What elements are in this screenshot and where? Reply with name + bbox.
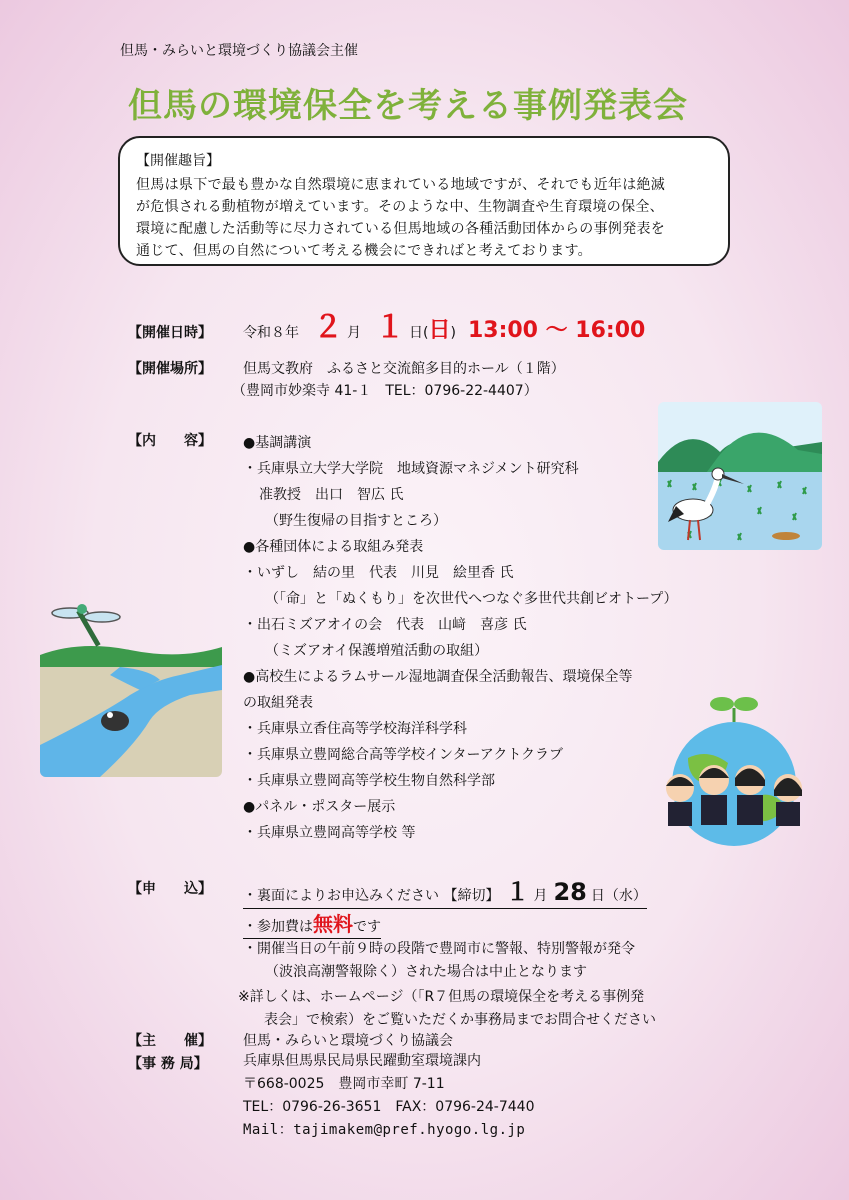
fee-text-b: です xyxy=(353,919,381,935)
purpose-heading: 【開催趣旨】 xyxy=(136,153,220,169)
warning-line: （波浪高潮警報除く）された場合は中止となります xyxy=(265,964,587,980)
office-postal: 〒668-0025 豊岡市幸町 7-11 xyxy=(243,1076,445,1092)
deadline-day: 28 xyxy=(553,878,587,906)
office-info xyxy=(243,1050,534,1142)
apply-deadline-row xyxy=(243,872,647,909)
list-item: ・兵庫県立豊岡総合高等学校インターアクトクラブ xyxy=(243,747,564,763)
date-paren-open: ( xyxy=(423,325,429,341)
fee-text-a: ・参加費は xyxy=(243,919,313,935)
purpose-line: 通じて、但馬の自然について考える機会にできればと考えております。 xyxy=(136,243,592,259)
fee-row xyxy=(243,908,381,939)
list-item: ・いずし 結の里 代表 川見 絵里香 氏 xyxy=(243,565,514,581)
list-item: （ミズアオイ保護増殖活動の取組） xyxy=(265,643,489,659)
date-day-unit: 日 xyxy=(409,325,423,341)
venue-label: 【開催場所】 xyxy=(128,361,212,377)
purpose-box xyxy=(118,136,730,266)
list-item: （「命」と「ぬくもり」を次世代へつなぐ多世代共創ビオトープ） xyxy=(265,591,678,607)
deadline-day-unit: 日（水） xyxy=(590,888,647,904)
deadline-month: １ xyxy=(505,878,530,906)
content-list xyxy=(243,430,677,846)
stork-rice-paddy-illustration xyxy=(658,402,822,550)
content-label: 【内 容】 xyxy=(128,433,212,449)
venue-name: 但馬文教府 ふるさと交流館多目的ホール（１階） xyxy=(243,361,565,377)
office-label: 【事 務 局】 xyxy=(128,1056,208,1072)
office-mail: Mail：tajimakem@pref.hyogo.lg.jp xyxy=(243,1122,526,1138)
venue-address: （豊岡市妙楽寺 41-１ TEL：0796-22-4407） xyxy=(232,383,538,399)
list-item: ●各種団体による取組み発表 xyxy=(243,539,424,555)
deadline-underline xyxy=(243,872,647,909)
date-month-unit: 月 xyxy=(347,325,361,341)
fee-underline xyxy=(243,908,381,939)
page-title: 但馬の環境保全を考える事例発表会 xyxy=(128,86,688,126)
date-label: 【開催日時】 xyxy=(128,325,212,341)
date-weekday: 日 xyxy=(428,318,451,343)
date-month: ２ xyxy=(313,310,343,345)
list-item: の取組発表 xyxy=(243,695,313,711)
purpose-line: 但馬は県下で最も豊かな自然環境に恵まれている地域ですが、それでも近年は絶滅 xyxy=(136,177,666,193)
dragonfly-river-illustration xyxy=(40,595,222,777)
office-tel-fax: TEL：0796-26-3651 FAX：0796-24-7440 xyxy=(243,1099,535,1115)
date-era: 令和８年 xyxy=(243,325,299,341)
list-item: ●パネル・ポスター展示 xyxy=(243,799,396,815)
date-paren-close: ) xyxy=(450,325,456,341)
children-globe-illustration xyxy=(648,688,820,846)
apply-label: 【申 込】 xyxy=(128,881,212,897)
deadline-month-unit: 月 xyxy=(533,888,548,904)
apply-notes xyxy=(243,938,635,984)
organizer-line: 但馬・みらいと環境づくり協議会主催 xyxy=(120,43,358,59)
fee-free: 無料 xyxy=(313,912,353,936)
date-row xyxy=(128,302,645,346)
list-item: ●基調講演 xyxy=(243,435,312,451)
note-line: 表会」で検索）をご覧いただくか事務局までお問合せください xyxy=(264,1012,656,1028)
date-time: 13:00 ～ 16:00 xyxy=(467,318,646,343)
list-item: ・兵庫県立大学大学院 地域資源マネジメント研究科 xyxy=(243,461,579,477)
homepage-note xyxy=(238,986,656,1032)
list-item: （野生復帰の目指すところ） xyxy=(265,513,447,529)
list-item: ・兵庫県立香住高等学校海洋科学科 xyxy=(243,721,467,737)
list-item: ・兵庫県立豊岡高等学校 等 xyxy=(243,825,416,841)
list-item: ・兵庫県立豊岡高等学校生物自然科学部 xyxy=(243,773,495,789)
note-line: ※詳しくは、ホームページ（「R７但馬の環境保全を考える事例発 xyxy=(238,989,645,1005)
list-item: ・出石ミズアオイの会 代表 山﨑 喜彦 氏 xyxy=(243,617,527,633)
office-name: 兵庫県但馬県民局県民躍動室環境課内 xyxy=(243,1053,481,1069)
purpose-line: が危惧される動植物が増えています。そのような中、生物調査や生育環境の保全、 xyxy=(136,199,664,215)
list-item: 准教授 出口 智広 氏 xyxy=(259,487,404,503)
host-value: 但馬・みらいと環境づくり協議会 xyxy=(243,1033,453,1049)
date-day: １ xyxy=(375,310,405,345)
host-label: 【主 催】 xyxy=(128,1033,212,1049)
warning-line: ・開催当日の午前９時の段階で豊岡市に警報、特別警報が発令 xyxy=(243,941,635,957)
list-item: ●高校生によるラムサール湿地調査保全活動報告、環境保全等 xyxy=(243,669,633,685)
apply-instruction: ・裏面によりお申込みください 【締切】 xyxy=(243,888,500,904)
purpose-line: 環境に配慮した活動等に尽力されている但馬地域の各種活動団体からの事例発表を xyxy=(136,221,666,237)
